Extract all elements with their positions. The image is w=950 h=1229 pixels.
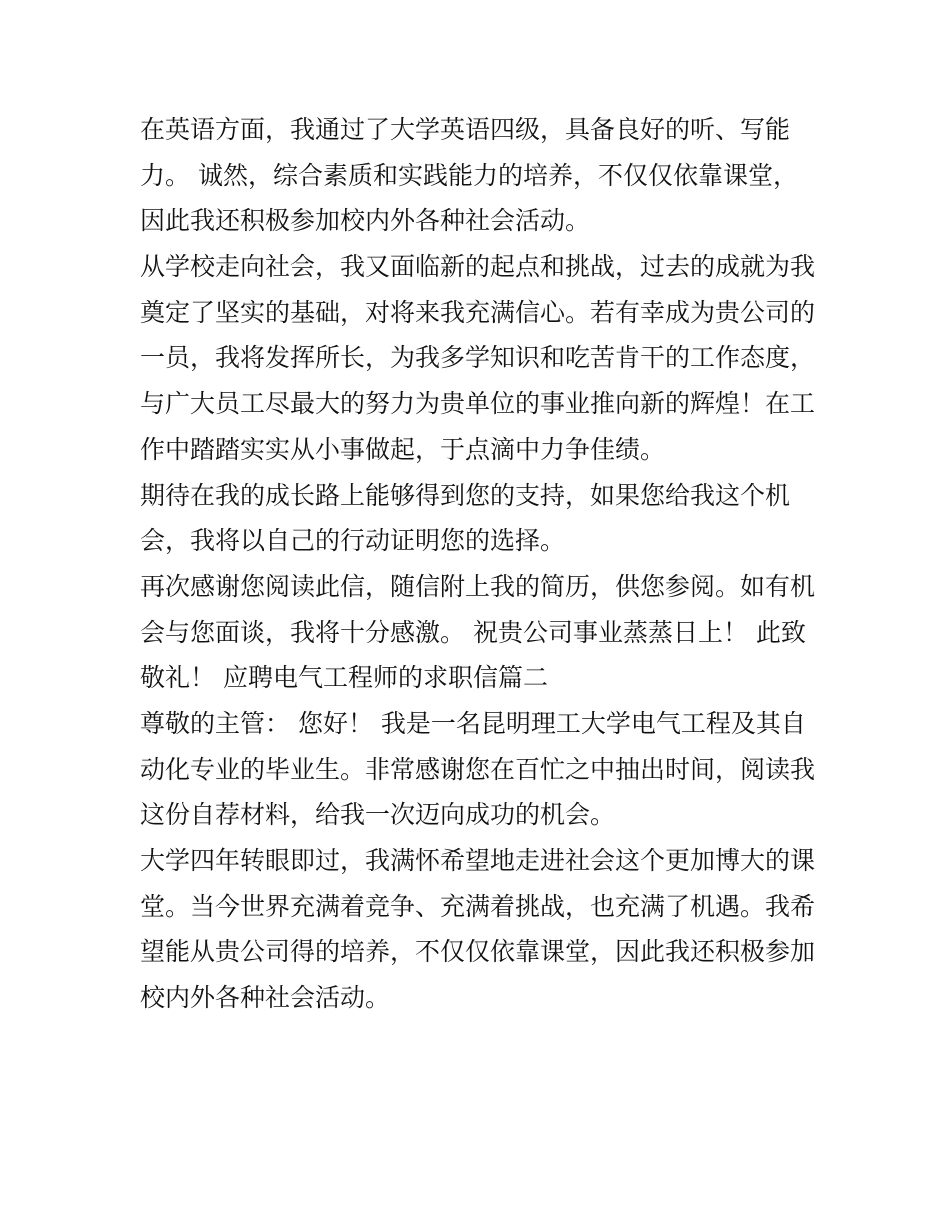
text-line-13: 敬礼！ 应聘电气工程师的求职信篇二: [140, 663, 548, 693]
text-line-4: 从学校走向社会，我又面临新的起点和挑战，过去的成就为我: [140, 252, 816, 282]
letter-body: [140, 107, 816, 1021]
text-line-6: 一员，我将发挥所长，为我多学知识和吃苦肯干的工作态度，: [140, 343, 816, 373]
text-line-16: 这份自荐材料，给我一次迈向成功的机会。: [140, 800, 616, 830]
text-line-1: 在英语方面，我通过了大学英语四级，具备良好的听、写能: [140, 115, 791, 144]
text-line-7: 与广大员工尽最大的努力为贵单位的事业推向新的辉煌！在工: [140, 389, 816, 419]
text-line-10: 会，我将以自己的行动证明您的选择。: [140, 526, 566, 556]
text-line-15: 动化专业的毕业生。非常感谢您在百忙之中抽出时间，阅读我: [140, 754, 816, 784]
text-line-17: 大学四年转眼即过，我满怀希望地走进社会这个更加博大的课: [140, 846, 816, 875]
text-line-18: 堂。当今世界充满着竞争、充满着挑战，也充满了机遇。我希: [140, 891, 816, 921]
text-line-9: 期待在我的成长路上能够得到您的支持，如果您给我这个机: [140, 480, 791, 510]
text-line-3: 因此我还积极参加校内外各种社会活动。: [140, 206, 591, 236]
text-line-2: 力。 诚然，综合素质和实践能力的培养，不仅仅依靠课堂，: [140, 160, 798, 190]
text-line-5: 奠定了坚实的基础，对将来我充满信心。若有幸成为贵公司的: [140, 297, 816, 327]
text-line-14: 尊敬的主管： 您好！ 我是一名昆明理工大学电气工程及其自: [140, 708, 806, 738]
text-line-12: 会与您面谈，我将十分感激。 祝贵公司事业蒸蒸日上！ 此致: [140, 617, 806, 647]
text-line-8: 作中踏踏实实从小事做起，于点滴中力争佳绩。: [140, 434, 666, 464]
text-line-19: 望能从贵公司得的培养，不仅仅依靠课堂，因此我还积极参加: [140, 937, 816, 967]
text-line-11: 再次感谢您阅读此信，随信附上我的简历，供您参阅。如有机: [140, 571, 816, 601]
text-line-20: 校内外各种社会活动。: [140, 983, 391, 1013]
